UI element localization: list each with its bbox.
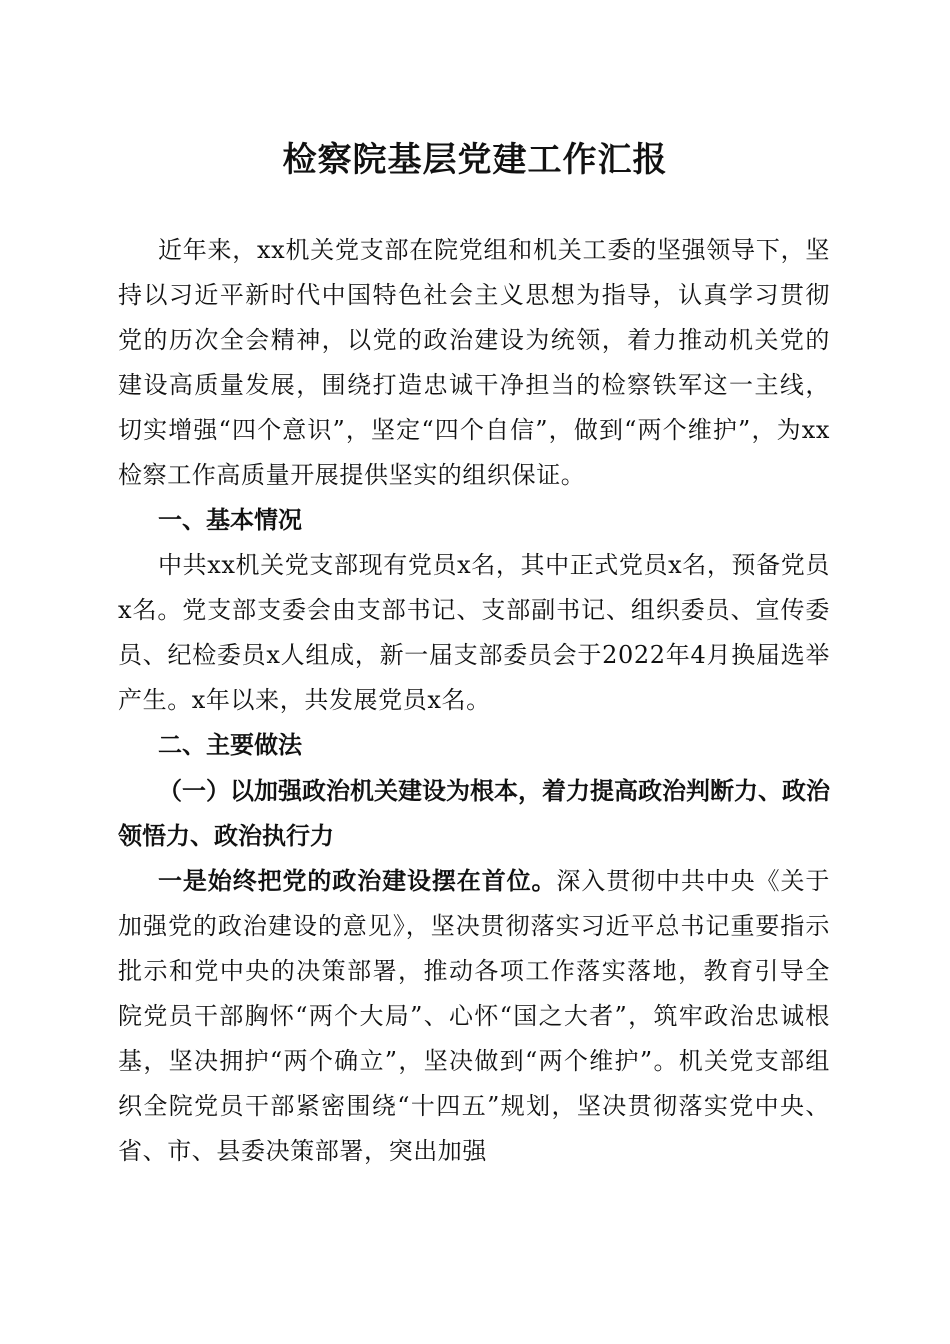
- intro-paragraph: 近年来，xx机关党支部在院党组和机关工委的坚强领导下，坚持以习近平新时代中国特色社会主义思想为指导，认真学习贯彻党的历次全会精神，以党的政治建设为统领，着力推动机关党的建设高质量发展，围绕打造忠诚干净担当的检察铁军这一主线，切实增强“四个意识”，坚定“四个自信”，做到“两个维护”，为xx检察工作高质量开展提供坚实的组织保证。: [118, 236, 830, 489]
- practice-paragraph: [118, 858, 830, 1174]
- document-body: [118, 228, 830, 1174]
- document-title: 检察院基层党建工作汇报: [282, 140, 668, 180]
- subsection-heading: （一）以加强政治机关建设为根本，着力提高政治判断力、政治领悟力、政治执行力: [118, 776, 830, 850]
- section-heading-practices: 二、主要做法: [158, 731, 302, 759]
- section-heading-basic: 一、基本情况: [158, 506, 302, 534]
- paragraph-lead: 一是始终把党的政治建设摆在首位。: [158, 866, 557, 895]
- paragraph-text: 深入贯彻中共中央《关于加强党的政治建设的意见》，坚决贯彻落实习近平总书记重要指示批示和党中央的决策部署，推动各项工作落实落地，教育引导全院党员干部胸怀“两个大局”、心怀“国之大者”，筑牢政治忠诚根基，坚决拥护“两个确立”，坚决做到“两个维护”。机关党支部组织全院党员干部紧密围绕“十四五”规划，坚决贯彻落实党中央、省、市、县委决策部署，突出加强: [118, 867, 830, 1165]
- basic-info-paragraph: 中共xx机关党支部现有党员x名，其中正式党员x名，预备党员x名。党支部支委会由支部书记、支部副书记、组织委员、宣传委员、纪检委员x人组成，新一届支部委员会于2022年4月换届选举产生。x年以来，共发展党员x名。: [118, 551, 830, 714]
